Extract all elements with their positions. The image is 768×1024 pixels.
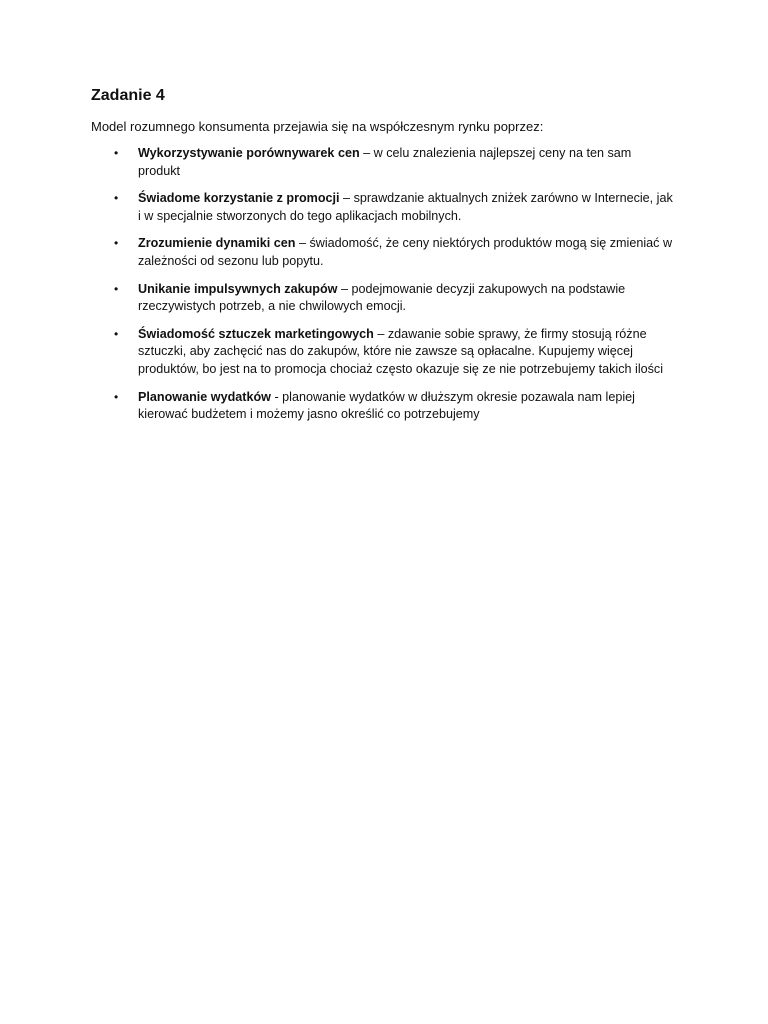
bullet-icon: • (114, 191, 119, 206)
item-description: – zdawanie sobie sprawy, że firmy stosują różne sztuczki, aby zachęcić nas do zakupów, które nie zawsze są opłacalne. Kupujemy więcej produktów, bo jest na to promocja chociaż często okazuje się ze nie potrzebujemy takich ilości (138, 326, 664, 376)
bullet-icon: • (114, 236, 119, 251)
item-term: Unikanie impulsywnych zakupów (138, 281, 338, 296)
bullet-icon: • (114, 146, 119, 160)
list-item (110, 190, 675, 225)
item-term: Wykorzystywanie porównywarek cen (138, 146, 360, 160)
bullet-list (110, 145, 675, 434)
list-item (110, 281, 675, 316)
bullet-icon: • (114, 281, 119, 296)
list-item (110, 145, 675, 180)
item-term: Planowanie wydatków (138, 389, 271, 404)
bullet-icon: • (114, 389, 119, 404)
item-description: – w celu znalezienia najlepszej ceny na ten sam produkt (138, 146, 632, 178)
list-item (110, 389, 675, 424)
item-term: Świadome korzystanie z promocji (138, 191, 340, 206)
document-heading: Zadanie 4 (91, 87, 165, 104)
item-term: Świadomość sztuczek marketingowych (138, 326, 374, 341)
item-description: – sprawdzanie aktualnych zniżek zarówno w Internecie, jak i w specjalnie stworzonych do tego aplikacjach mobilnych. (138, 191, 673, 223)
list-item (110, 326, 675, 379)
item-description: - planowanie wydatków w dłuższym okresie pozawala nam lepiej kierować budżetem i możemy jasno określić co potrzebujemy (138, 389, 635, 422)
bullet-icon: • (114, 326, 119, 341)
item-description: – świadomość, że ceny niektórych produktów mogą się zmieniać w zależności od sezonu lub popytu. (138, 236, 673, 268)
item-term: Zrozumienie dynamiki cen (138, 236, 296, 251)
item-description: – podejmowanie decyzji zakupowych na podstawie rzeczywistych potrzeb, a nie chwilowych emocji. (138, 281, 626, 314)
list-item (110, 235, 675, 270)
intro-paragraph: Model rozumnego konsumenta przejawia się na współczesnym rynku poprzez: (91, 119, 544, 134)
